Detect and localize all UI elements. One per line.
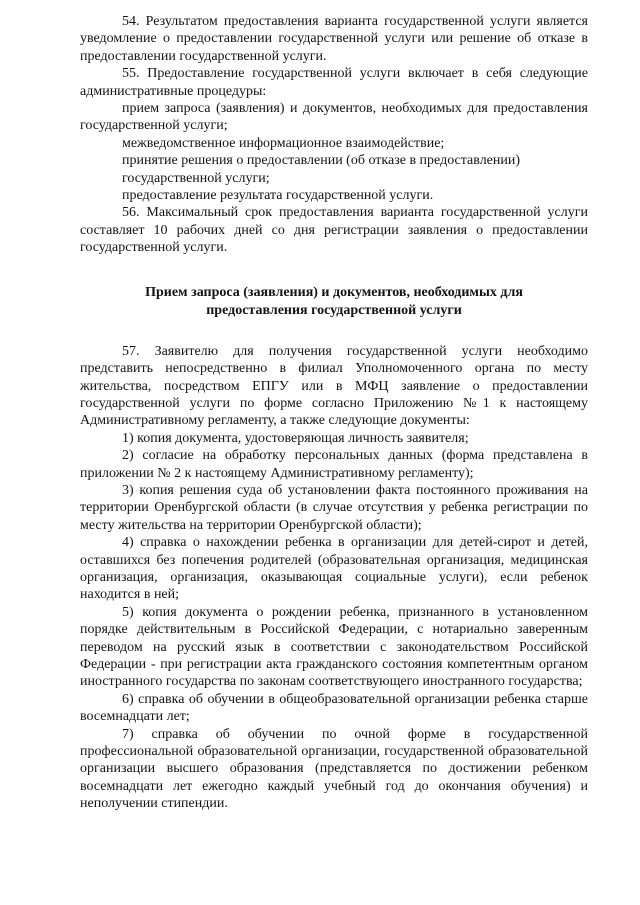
section-heading-line: предоставления государственной услуги	[206, 302, 462, 318]
document-page	[80, 13, 588, 813]
document-item: 1) копия документа, удостоверяющая личность заявителя;	[122, 430, 469, 446]
paragraph-54: 54. Результатом предоставления варианта государственной услуги является уведомление о предоставлении государственной услуги или решение об отказе в предоставлении государственной услуги.	[80, 14, 588, 64]
document-item: 4) справка о нахождении ребенка в организации для детей-сирот и детей, оставшихся без попечения родителей (образовательная организация, медицинская организация, организация, оказывающая социальные услуги), если ребенок находится в ней;	[80, 535, 588, 603]
paragraph-57: 57. Заявителю для получения государственной услуги необходимо представить непосредственно в филиал Уполномоченного органа по месту жительства, посредством ЕПГУ или в МФЦ заявление о предоставлении государственной услуги по форме согласно Приложению №1 к настоящему Административному регламенту, а также следующие документы:	[80, 343, 588, 429]
section-heading	[80, 284, 588, 320]
document-item: 2) согласие на обработку персональных данных (форма представлена в приложении № 2 к настоящему Административному регламенту);	[80, 448, 588, 481]
procedure-item: принятие решения о предоставлении (об отказе в предоставлении) государственной услуги;	[122, 153, 521, 186]
document-item: 5) копия документа о рождении ребенка, признанного в установленном порядке действительным в Российской Федерации, с нотариально заверенным переводом на русский язык в соответствии с законодательством Российской Федерации - при регистрации акта гражданского состояния компетентным органом иностранного государства по законам соответствующего иностранного государства;	[80, 604, 588, 690]
procedure-item: межведомственное информационное взаимодействие;	[122, 135, 445, 151]
document-item: 3) копия решения суда об установлении факта постоянного проживания на территории Оренбургской области (в случае отсутствия у ребенка регистрации по месту жительства на территории Оренбургской области);	[80, 482, 588, 533]
procedure-item: предоставление результата государственной услуги.	[122, 188, 434, 204]
paragraph-55: 55. Предоставление государственной услуги включает в себя следующие административные процедуры:	[80, 66, 588, 99]
section-heading-line: Прием запроса (заявления) и документов, необходимых для	[145, 284, 523, 300]
document-item: 7) справка об обучении по очной форме в государственной профессиональной образовательной организации, государственной образовательной организации высшего образования (представляется по достижении ребенком восемнадцати лет ежегодно каждый учебный год до окончания обучения) и неполучении стипендии.	[80, 726, 588, 812]
procedure-item: прием запроса (заявления) и документов, необходимых для предоставления государственной услуги;	[80, 101, 588, 134]
document-item: 6) справка об обучении в общеобразовательной организации ребенка старше восемнадцати лет;	[80, 691, 588, 725]
paragraph-56: 56. Максимальный срок предоставления варианта государственной услуги составляет 10 рабочих дней со дня регистрации заявления о предоставлении государственной услуги.	[80, 205, 588, 256]
